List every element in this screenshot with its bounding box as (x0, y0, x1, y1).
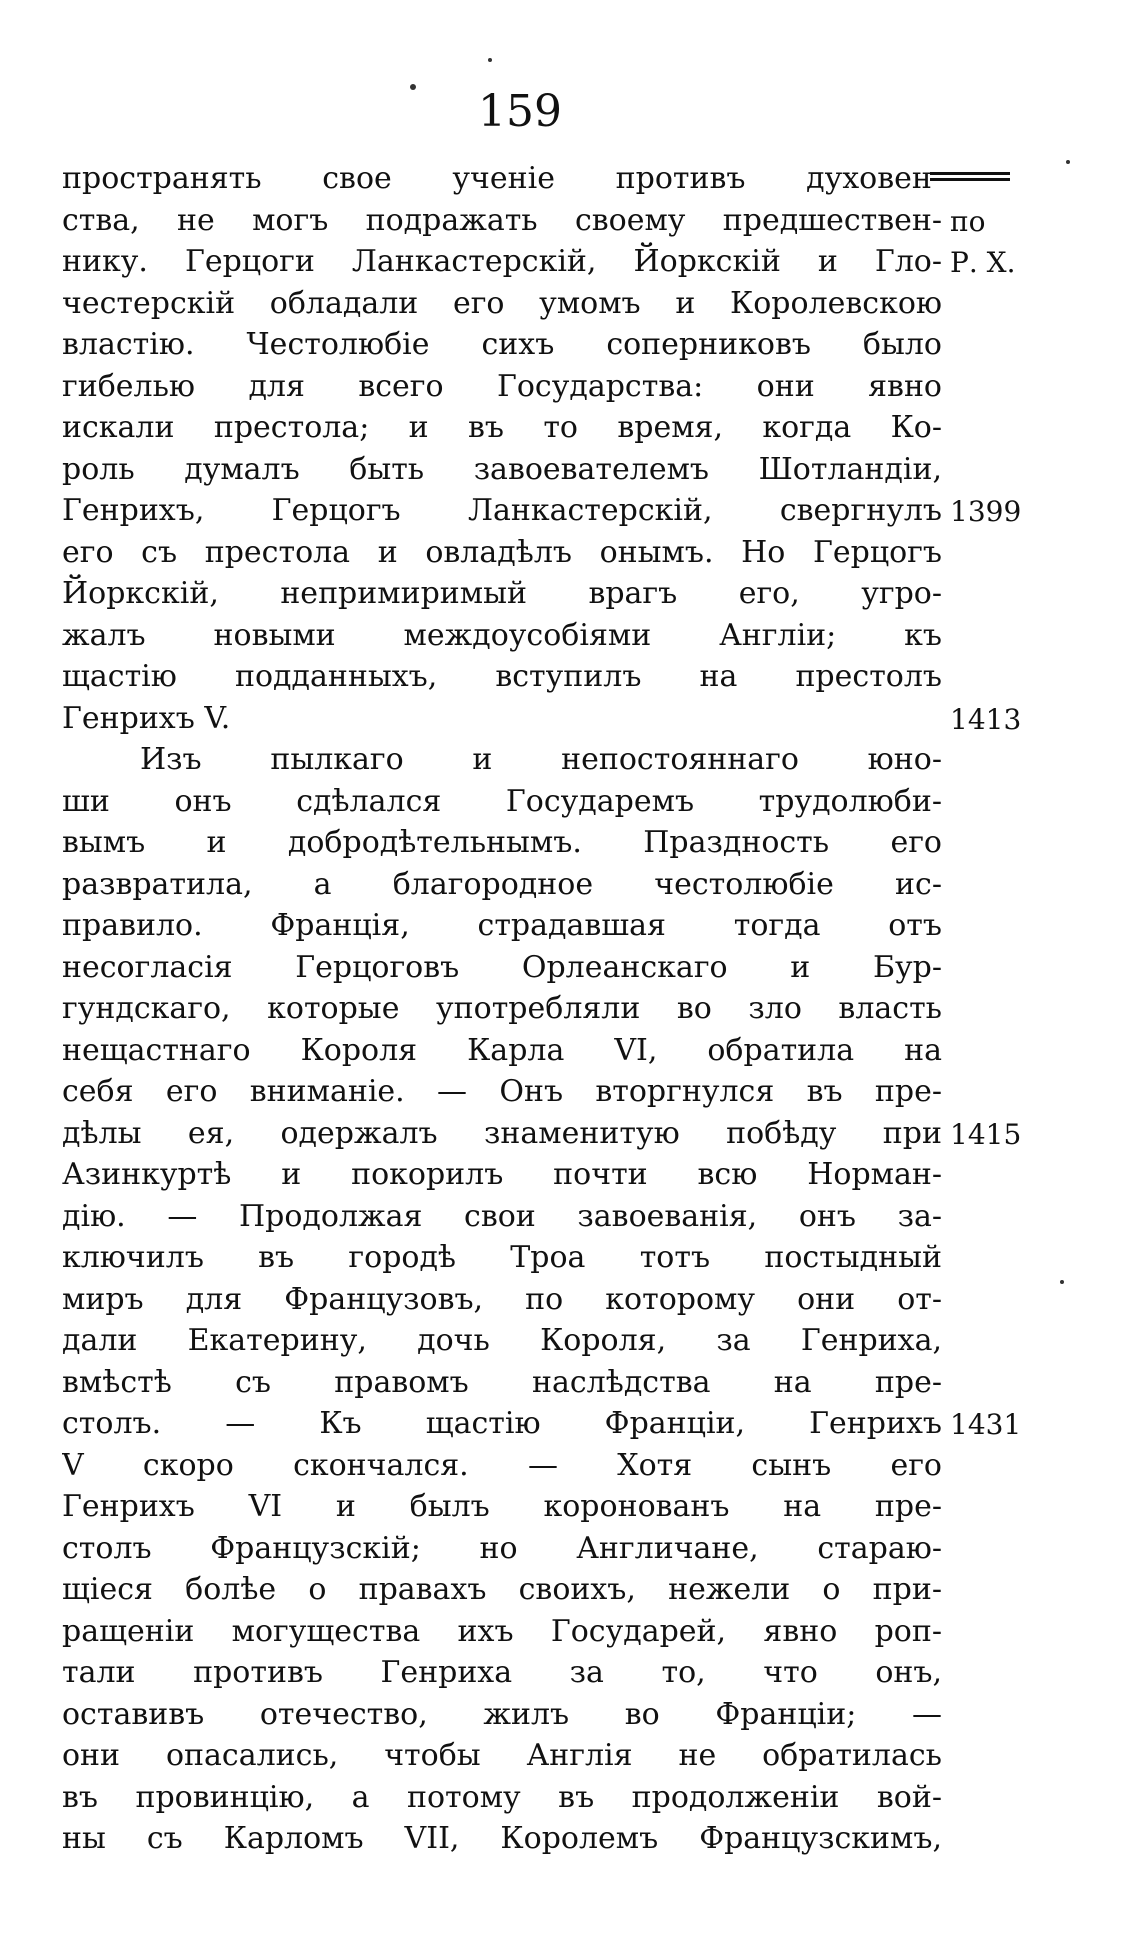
text-line: вмѣстѣ съ правомъ наслѣдства на пре- (62, 1364, 942, 1400)
margin-note: по (950, 204, 986, 238)
text-line: ства, не могъ подражать своему предшествен- (62, 202, 942, 238)
text-line: вымъ и добродѣтельнымъ. Праздность его (62, 825, 942, 860)
margin-note: 1415 (950, 1117, 1022, 1151)
text-line: дали Екатерину, дочь Короля, за Генриха, (62, 1323, 942, 1358)
text-line: честерскій обладали его умомъ и Королевскою (62, 285, 942, 321)
text-line: они опасались, чтобы Англія не обратилась (62, 1738, 942, 1773)
text-line: роль думалъ быть завоевателемъ Шотландіи, (62, 451, 942, 487)
print-speck (410, 84, 416, 90)
text-line: V скоро скончался. — Хотя сынъ его (62, 1447, 942, 1483)
text-line: жалъ новыми междоусобіями Англіи; къ (62, 617, 942, 653)
text-line: щіеся болѣе о правахъ своихъ, нежели о при- (62, 1572, 942, 1607)
text-line: правило. Франція, страдавшая тогда отъ (62, 908, 942, 943)
text-line: тали противъ Генриха за то, что онъ, (62, 1655, 942, 1690)
text-line: нику. Герцоги Ланкастерскій, Йоркскій и Гло- (62, 244, 942, 279)
margin-note: 1431 (950, 1408, 1022, 1441)
text-line: властію. Честолюбіе сихъ соперниковъ было (62, 327, 942, 362)
text-line: нещастнаго Короля Карла VI, обратила на (62, 1032, 942, 1068)
text-line: столъ Французскій; но Англичане, стараю- (62, 1530, 942, 1566)
text-line: въ провинцію, а потому въ продолженіи вой- (62, 1779, 942, 1815)
text-line: себя его вниманіе. — Онъ вторгнулся въ пре- (62, 1074, 942, 1109)
text-line: гибелью для всего Государства: они явно (62, 368, 942, 404)
text-line: столъ. — Къ щастію Франціи, Генрихъ (62, 1406, 942, 1441)
text-line: Генрихъ V. (62, 700, 231, 736)
print-speck (1066, 160, 1070, 164)
text-line: ключилъ въ городѣ Троа тотъ постыдный (62, 1240, 942, 1275)
margin-note: Р. Х. (950, 246, 1016, 279)
text-line: щастію подданныхъ, вступилъ на престолъ (62, 659, 942, 694)
text-line: Генрихъ, Герцогъ Ланкастерскій, свергнулъ (62, 493, 942, 528)
text-line: развратила, а благородное честолюбіе ис- (62, 866, 942, 902)
text-line: ращеніи могущества ихъ Государей, явно роп- (62, 1613, 942, 1649)
text-line: Генрихъ VI и былъ коронованъ на пре- (62, 1489, 942, 1524)
text-line: пространять свое ученіе противъ духовен- (62, 161, 942, 196)
margin-note: 1399 (950, 495, 1022, 528)
text-line: дѣлы ея, одержалъ знаменитую побѣду при (62, 1115, 942, 1151)
text-line: миръ для Французовъ, по которому они от- (62, 1281, 942, 1317)
text-line: Йоркскій, непримиримый врагъ его, угро- (62, 576, 942, 611)
margin-rule-mark (930, 172, 1010, 186)
text-line: Изъ пылкаго и непостояннаго юно- (140, 742, 942, 777)
text-line: его съ престола и овладѣлъ онымъ. Но Герцогъ (62, 534, 942, 570)
text-line: Азинкуртѣ и покорилъ почти всю Норман- (62, 1157, 942, 1192)
text-line: искали престола; и въ то время, когда Ко- (62, 410, 942, 445)
text-line: гундскаго, которые употребляли во зло власть (62, 991, 942, 1026)
text-line: оставивъ отечество, жилъ во Франціи; — (62, 1696, 942, 1732)
text-line: ны съ Карломъ VII, Королемъ Французскимъ, (62, 1821, 942, 1856)
text-line: несогласія Герцоговъ Орлеанскаго и Бур- (62, 949, 942, 985)
print-speck (1060, 1280, 1064, 1284)
print-speck (488, 58, 492, 62)
body-text (62, 158, 942, 1860)
page-number: 159 (478, 86, 562, 137)
text-line: ши онъ сдѣлался Государемъ трудолюби- (62, 783, 942, 819)
margin-note: 1413 (950, 702, 1022, 736)
text-line: дію. — Продолжая свои завоеванія, онъ за- (62, 1198, 942, 1234)
